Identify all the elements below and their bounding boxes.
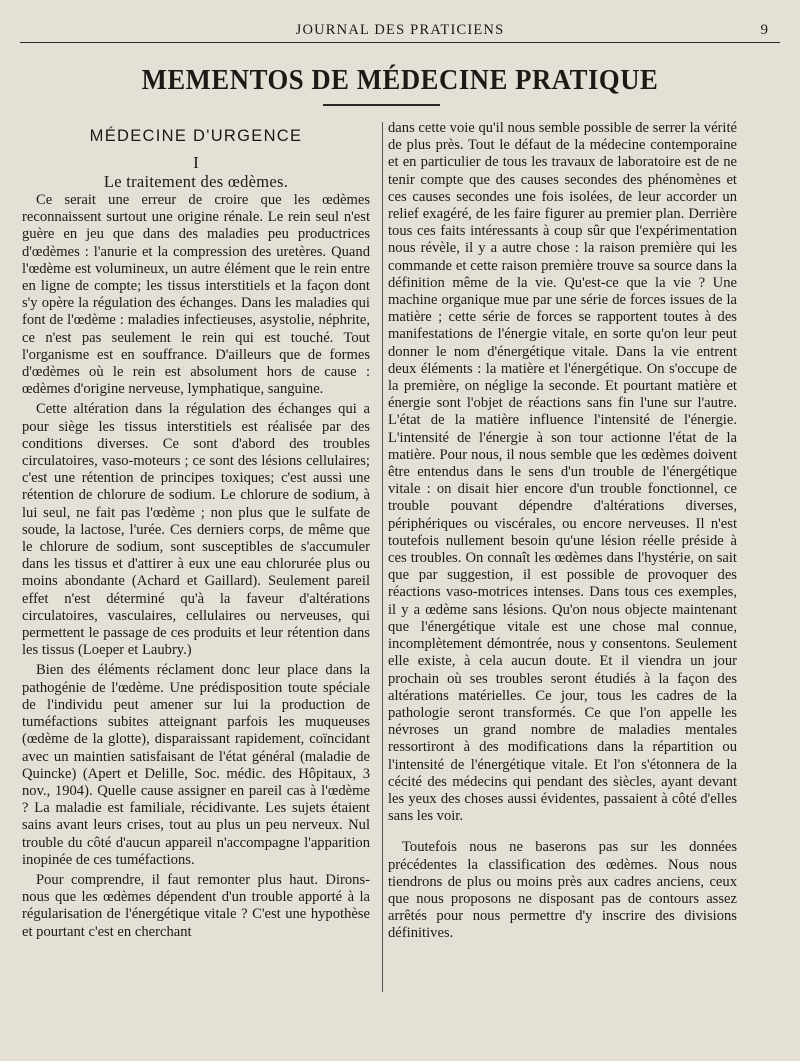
column-divider [382,122,383,992]
page-number: 9 [760,22,768,38]
journal-title: JOURNAL DES PRATICIENS [295,22,505,38]
article-title: MEMENTOS DE MÉDECINE PRATIQUE [141,64,659,96]
left-column [22,120,370,941]
paragraph: Pour comprendre, il faut remonter plus haut. Dirons-nous que les œdèmes dépendent d'un trouble apporté à la régularisation de l'énergétique vitale ? C'est une hypothèse et pourtant c'est en cherchant [22,871,370,940]
article-subtitle: Le traitement des œdèmes. [103,172,289,191]
paragraph: Ce serait une erreur de croire que les œdèmes reconnaissent surtout une origine rénale. Le rein seul n'est guère en jeu que dans des maladies peu productrices d'œdèmes : l'anurie et la compression des uretères. Quand l'œdème est volumineux, un autre élément que le rein entre en ligne de compte; les tissus interstitiels et la façon dont s'y opère la régulation des échanges. Dans les maladies qui font de l'œdème : maladies infectieuses, asystolie, néphrite, ce n'est pas seulement le rein qui est touché. Tout l'organisme est en souffrance. D'ailleurs que de formes d'œdèmes où le rein est absolument hors de cause : œdèmes d'origine nerveuse, lymphatique, sanguine. [22,192,370,398]
running-head [20,20,780,43]
paragraph: Cette altération dans la régulation des échanges qui a pour siège les tissus interstitiels est réalisée par des conditions diverses. Ce sont d'abord des troubles circulatoires, vaso-moteurs ; ce sont des lésions cellulaires; c'est une rétention de principes toxiques; c'est aussi une rétention de chlorure de sodium. Le chlorure de sodium, à lui seul, ne fait pas l'œdème ; non plus que le sulfate de soude, la lactose, l'urée. Ces derniers corps, de même que le chlorure de sodium, sont susceptibles de s'accumuler dans les tissus et d'attirer à eux une eau chlorurée plus ou moins abondante (Achard et Gaillard). Seulement pareil effet n'est déterminé qu'à la faveur d'altérations circulatoires, vasculaires, cellulaires ou nerveuses, qui permettent le passage de ces produits et leur rétention dans les tissus (Loeper et Laubry.) [22,401,370,659]
title-rule [323,104,440,106]
paragraph: Toutefois nous ne baserons pas sur les données précédentes la classification des œdèmes. Nous nous tiendrons de plus ou moins près aux cadres anciens, ceux que nous proposons ne disposant pas de contours assez arrêtés pour nous permettre d'y inscrire des divisions définitives. [388,839,737,942]
paragraph: Bien des éléments réclament donc leur place dans la pathogénie de l'œdème. Une prédisposition toute spéciale de l'individu peut amener sur lui la production de tuméfactions subites atteignant parfois les muqueuses (œdème de la glotte), disparaissant rapidement, coïncidant avec un maintien satisfaisant de l'état général (maladie de Quincke) (Apert et Delille, Soc. médic. des Hôpitaux, 3 nov., 1904). Quelle cause assigner en pareil cas à l'œdème ? La maladie est familiale, récidivante. Les sujets étaient sains avant leurs crises, tout au plus un peu nerveux. Nul trouble du côté d'aucun appareil n'accompagne l'apparition inopinée de ces tuméfactions. [22,662,370,868]
part-number: I [193,153,199,172]
paragraph: dans cette voie qu'il nous semble possible de serrer la vérité de plus près. Tout le défaut de la médecine contemporaine et en particulier de tous les travaux de laboratoire est de ne tenir compte que des causes secondes des phénomènes et ces causes secondes une fois isolées, de leur accorder un relief exagéré, de les faire figurer au premier plan. Derrière tous ces faits intéressants à coup sûr que l'expérimentation nous révèle, il y a autre chose : la raison première qui les commande et cette raison première trouve sa source dans la définition même de la vie. Qu'est-ce que la vie ? Une machine organique mue par une série de forces issues de la matière ; cette série de forces se rapportent toutes à des manifestations de l'énergie vitale, en sorte qu'on leur peut donner le nom d'énergétique vitale. Dans la vie entrent deux éléments : la matière et l'énergétique. On s'occupe de la première, on néglige la seconde. Et pourtant matière et énergie sont l'objet de réactions sans fin l'une sur l'autre. L'état de la matière influence l'intensité de l'énergie. L'intensité de l'énergie à son tour actionne l'état de la matière. Pour nous, il nous semble que les œdèmes doivent être entendus dans le sens d'un trouble de l'énergétique vitale : on disait hier encore d'un trouble fonctionnel, ce trouble pouvant dépendre d'altérations diverses, périphériques ou viscérales, ou encore nerveuses. Il n'est toutefois nullement besoin qu'une lésion réelle préside à ces troubles. On connaît les œdèmes dans l'hystérie, on sait que par suggestion, il est possible de provoquer des réactions vaso-motrices intenses. Dans tous ces exemples, il y a œdème sans lésions. Qu'on nous objecte maintenant que l'énergétique vitale est une chose mal connue, incomplètement démontrée, nous y consentons. Seulement elle existe, à cela aucun doute. Et il viendra un jour prochain où ses troubles seront étudiés à la façon des altérations matérielles. Ce jour, tous les cadres de la pathologie seront transformés. Ce que l'on appelle les névroses un grand nombre de maladies mentales ressortiront à des modifications dans la répartition ou l'intensité de l'énergétique vitale. Et l'on s'étonnera de la cécité des médecins qui pendant des siècles, ayant devant les yeux des choses aussi évidentes, passaient à côté d'elles sans les voir. [388,120,737,825]
section-title: MÉDECINE D'URGENCE [89,127,303,145]
right-column [388,120,737,943]
